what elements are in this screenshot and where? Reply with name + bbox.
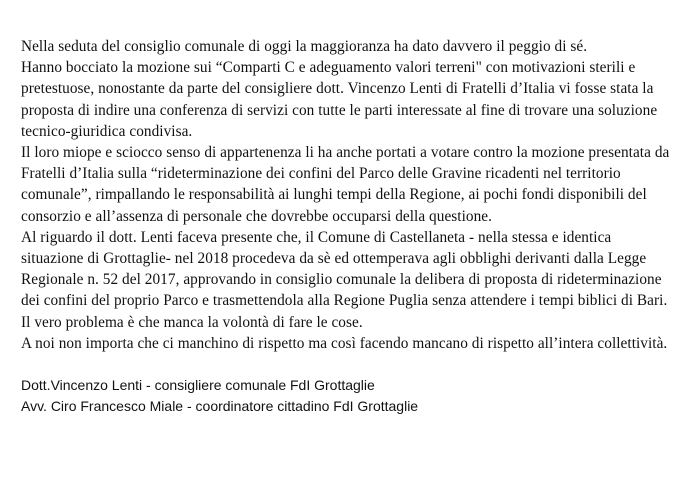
signature-line-2: Avv. Ciro Francesco Miale - coordinatore cittadino FdI Grottaglie bbox=[21, 398, 419, 415]
body-line-4: proposta di indire una conferenza di servizi con tutte le parti interessate al fine di trovare una soluzione bbox=[21, 101, 658, 119]
body-line-1: Nella seduta del consiglio comunale di oggi la maggioranza ha dato davvero il peggio di sé. bbox=[21, 38, 588, 55]
signature-block bbox=[21, 375, 691, 417]
body-line-13: dei confini del proprio Parco e trasmettendola alla Regione Puglia senza attendere i tempi biblici di Bari. bbox=[21, 292, 668, 310]
body-line-12: Regionale n. 52 del 2017, approvando in consiglio comunale la delibera di proposta di rideterminazione bbox=[21, 271, 662, 289]
press-release-document bbox=[21, 36, 691, 418]
body-line-14: Il vero problema è che manca la volontà di fare le cose. bbox=[21, 313, 363, 331]
body-line-5: tecnico-giuridica condivisa. bbox=[21, 122, 193, 140]
body-line-15: A noi non importa che ci manchino di rispetto ma così facendo mancano di rispetto all’intera collettività. bbox=[21, 334, 668, 352]
body-line-8: comunale”, rimpallando le responsabilità ai lunghi tempi della Regione, ai pochi fondi disponibili del bbox=[21, 186, 647, 204]
body-line-2: Hanno bocciato la mozione sui “Comparti C e adeguamento valori terreni" con motivazioni sterili e bbox=[21, 59, 636, 77]
body-line-7: Fratelli d’Italia sulla “rideterminazione dei confini del Parco delle Gravine ricadenti nel territorio bbox=[21, 165, 621, 183]
body-line-10: Al riguardo il dott. Lenti faceva presente che, il Comune di Castellaneta - nella stessa e identica bbox=[21, 228, 612, 246]
paragraph-gap bbox=[21, 354, 691, 375]
body-line-9: consorzio e all’assenza di personale che dovrebbe occuparsi della questione. bbox=[21, 207, 493, 225]
body-line-11: situazione di Grottaglie- nel 2018 procedeva da sè ed ottemperava agli obblighi derivanti dalla Legge bbox=[21, 250, 647, 268]
body-line-3: pretestuose, nonostante da parte del consigliere dott. Vincenzo Lenti di Fratelli d’Italia vi fosse stata la bbox=[21, 80, 654, 98]
signature-line-1: Dott.Vincenzo Lenti - consigliere comunale FdI Grottaglie bbox=[21, 377, 375, 394]
body-text bbox=[21, 36, 691, 354]
body-line-6: Il loro miope e sciocco senso di appartenenza li ha anche portati a votare contro la mozione presentata da bbox=[21, 144, 670, 162]
